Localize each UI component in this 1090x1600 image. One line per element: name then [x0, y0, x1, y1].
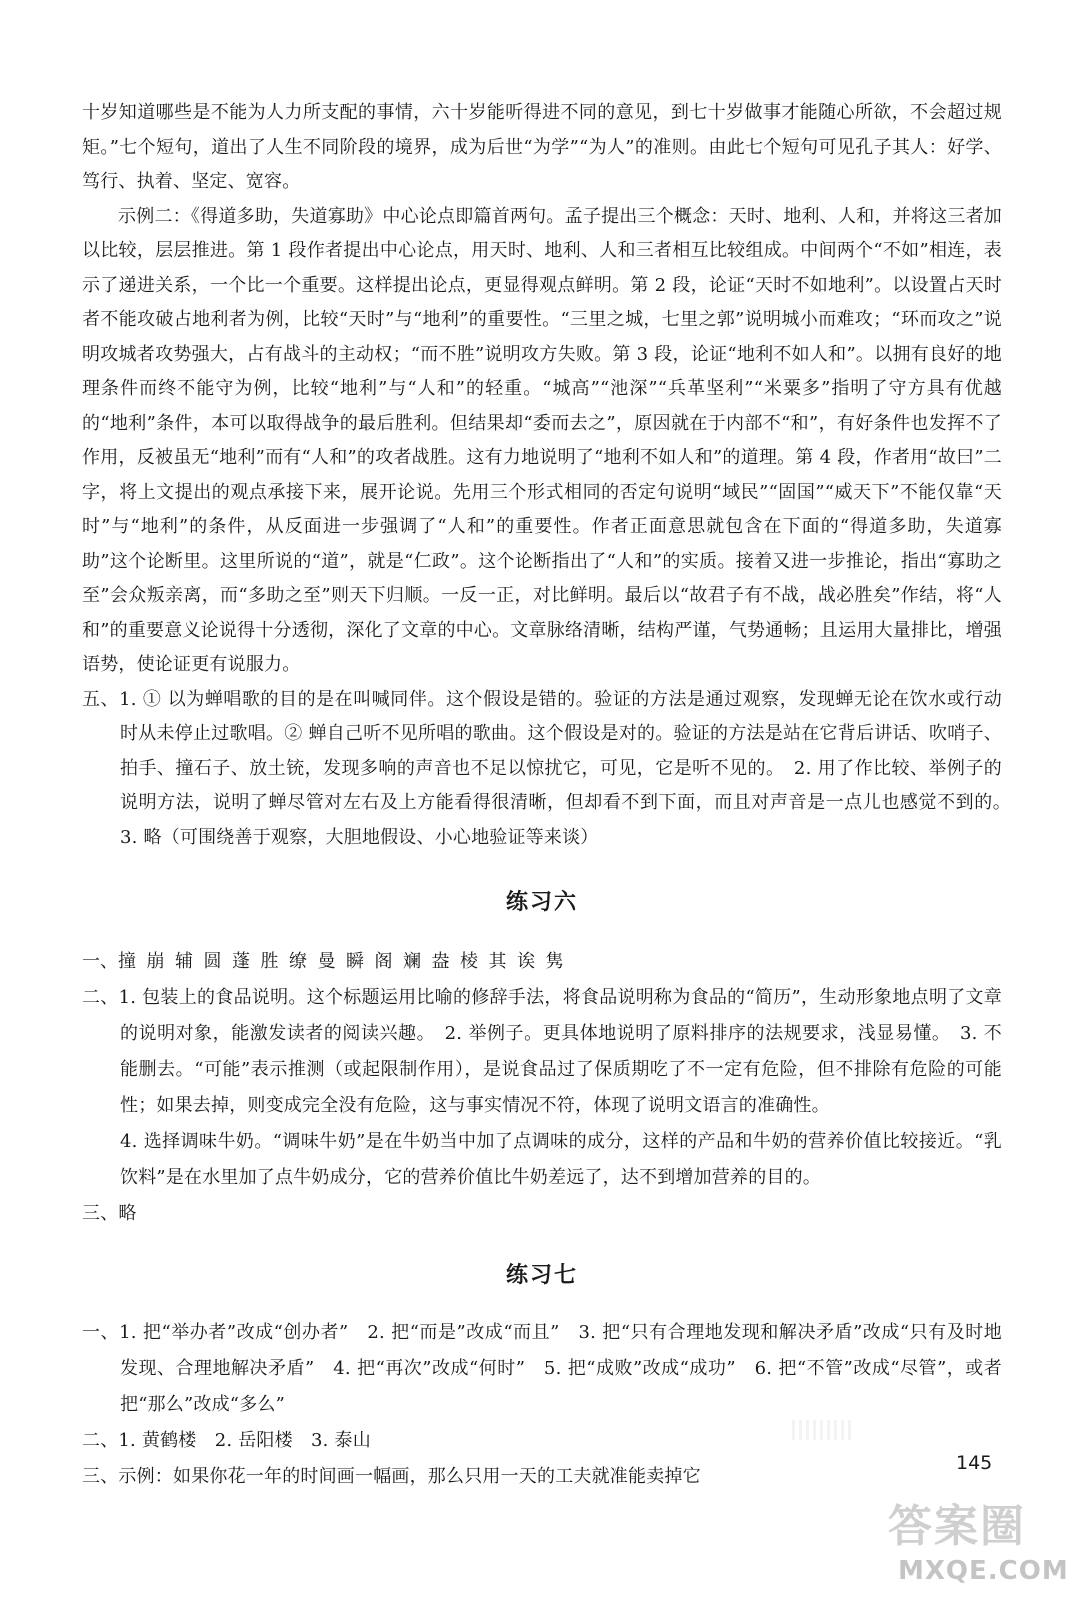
- watermark-url: MXQE.COM: [898, 1556, 1069, 1586]
- section-5: [82, 683, 1021, 856]
- answer-page: [82, 96, 1021, 1495]
- exercise-7-title: 练习七: [505, 1263, 578, 1288]
- ex6-section-1-text: 撞崩辅圆蓬胜缭曼瞬阁斓盎棱其诶隽: [118, 951, 574, 972]
- intro-paragraph-1: 十岁知道哪些是不能为人力所支配的事情，六十岁能听得进不同的意见，到七十岁做事才能随心所欲，不会超过规矩。”七个短句，道出了人生不同阶段的境界，成为后世“为学”“为人”的准则。由此七个短句可见孔子其人：好学、笃行、执着、坚定、宽容。: [82, 102, 1002, 192]
- exercise-6-title: 练习六: [505, 890, 578, 915]
- ex6-section-1-label: 一、: [82, 951, 118, 972]
- ex6-section-2-text: 1. 包装上的食品说明。这个标题运用比喻的修辞手法，将食品说明称为食品的“简历”，生动形象地点明了文章的说明对象，能激发读者的阅读兴趣。 2. 举例子。更具体地说明了原料排序的法规要求，浅显易懂。 3. 不能删去。“可能”表示推测（或起限制作用），是说食品过了保质期吃了不一定有危险，但不排除有危险的可能性；如果去掉，则变成完全没有危险，这与事实情况不符，体现了说明文语言的准确性。: [118, 987, 1003, 1116]
- ex6-section-3-label: 三、: [82, 1203, 119, 1224]
- section-5-text: 1. ① 以为蝉唱歌的目的是在叫喊同伴。这个假设是错的。验证的方法是通过观察，发现蝉无论在饮水或行动时从未停止过歌唱。② 蝉自己听不见所唱的歌曲。这个假设是对的。验证的方法是站在它背后讲话、吹哨子、拍手、撞石子、放土铳，发现多响的声音也不足以惊扰它，可见，它是听不见的。 2. 用了作比较、举例子的说明方法，说明了蝉尽管对左右及上方能看得很清晰，但却看不到下面，而且对声音是一点儿也感觉不到的。 3. 略（可围绕善于观察，大胆地假设、小心地验证等来谈）: [119, 688, 1021, 848]
- ex6-section-2-item-4: 4. 选择调味牛奶。“调味牛奶”是在牛奶当中加了点调味的成分，这样的产品和牛奶的营养价值比较接近。“乳饮料”是在水里加了点牛奶成分，它的营养价值比牛奶差远了，达不到增加营养的目的。: [120, 1131, 1002, 1188]
- ex7-section-1-text: 1. 把“举办者”改成“创办者” 2. 把“而是”改成“而且” 3. 把“只有合理地发现和解决矛盾”改成“只有及时地发现、合理地解决矛盾” 4. 把“再次”改成“何时” 5. 把“成败”改成“成功” 6. 把“不管”改成“尽管”，或者把“那么”改成“多么”: [119, 1322, 1002, 1415]
- ex6-section-2: [82, 980, 1002, 1124]
- ex7-section-3-text: 示例：如果你花一年的时间画一幅画，那么只用一天的工夫就准能卖掉它: [118, 1466, 701, 1487]
- ex7-section-2-label: 二、: [82, 1430, 119, 1451]
- page-number: 145: [956, 1452, 993, 1474]
- intro-paragraph-2: 示例二：《得道多助，失道寡助》中心论点即篇首两句。孟子提出三个概念：天时、地利、人和，并将这三者加以比较，层层推进。第 1 段作者提出中心论点，用天时、地利、人和三者相互比较组成。中间两个“不如”相连，表示了递进关系，一个比一个重要。这样提出论点，更显得观点鲜明。第 2 段，论证“天时不如地利”。以设置占天时者不能攻破占地利者为例，比较“天时”与“地利”的重要性。“三里之城，七里之郭”说明城小而难攻；“环而攻之”说明攻城者攻势强大，占有战斗的主动权；“而不胜”说明攻方失败。第 3 段，论证“地利不如人和”。以拥有良好的地理条件而终不能守为例，比较“地利”与“人和”的轻重。“城高”“池深”“兵革坚利”“米粟多”指明了守方具有优越的“地利”条件，本可以取得战争的最后胜利。但结果却“委而去之”，原因就在于内部不“和”，有好条件也发挥不了作用，反被虽无“地利”而有“人和”的攻者战胜。这有力地说明了“地利不如人和”的道理。第 4 段，作者用“故曰”二字，将上文提出的观点承接下来，展开论说。先用三个形式相同的否定句说明“域民”“固国”“威天下”不能仅靠“天时”与“地利”的条件，从反面进一步强调了“人和”的重要性。作者正面意思就包含在下面的“得道多助，失道寡助”这个论断里。这里所说的“道”，就是“仁政”。这个论断指出了“人和”的实质。接着又进一步推论，指出“寡助之至”会众叛亲离，而“多助之至”则天下归顺。一反一正，对比鲜明。最后以“故君子有不战，战必胜矣”作结，将“人和”的重要意义论说得十分透彻，深化了文章的中心。文章脉络清晰，结构严谨，气势通畅；且运用大量排比，增强语势，使论证更有说服力。: [82, 205, 1002, 675]
- scan-smudge: [792, 1420, 852, 1440]
- ex6-section-3-text: 略: [118, 1203, 137, 1224]
- ex7-section-3: [82, 1459, 1002, 1495]
- section-5-label: 五、: [82, 688, 120, 710]
- ex6-section-2-label: 二、: [82, 987, 119, 1008]
- ex7-section-2-text: 1. 黄鹤楼 2. 岳阳楼 3. 泰山: [118, 1430, 371, 1451]
- ex7-section-1-label: 一、: [82, 1322, 120, 1343]
- ex7-section-2: [82, 1423, 1002, 1459]
- ex6-section-3: [82, 1196, 1002, 1232]
- ex7-section-1: [82, 1315, 1002, 1423]
- ex7-section-3-label: 三、: [82, 1466, 119, 1487]
- ex6-section-1: [82, 944, 1002, 980]
- watermark: [888, 1486, 1080, 1594]
- watermark-logo: 答案圈: [888, 1501, 1026, 1552]
